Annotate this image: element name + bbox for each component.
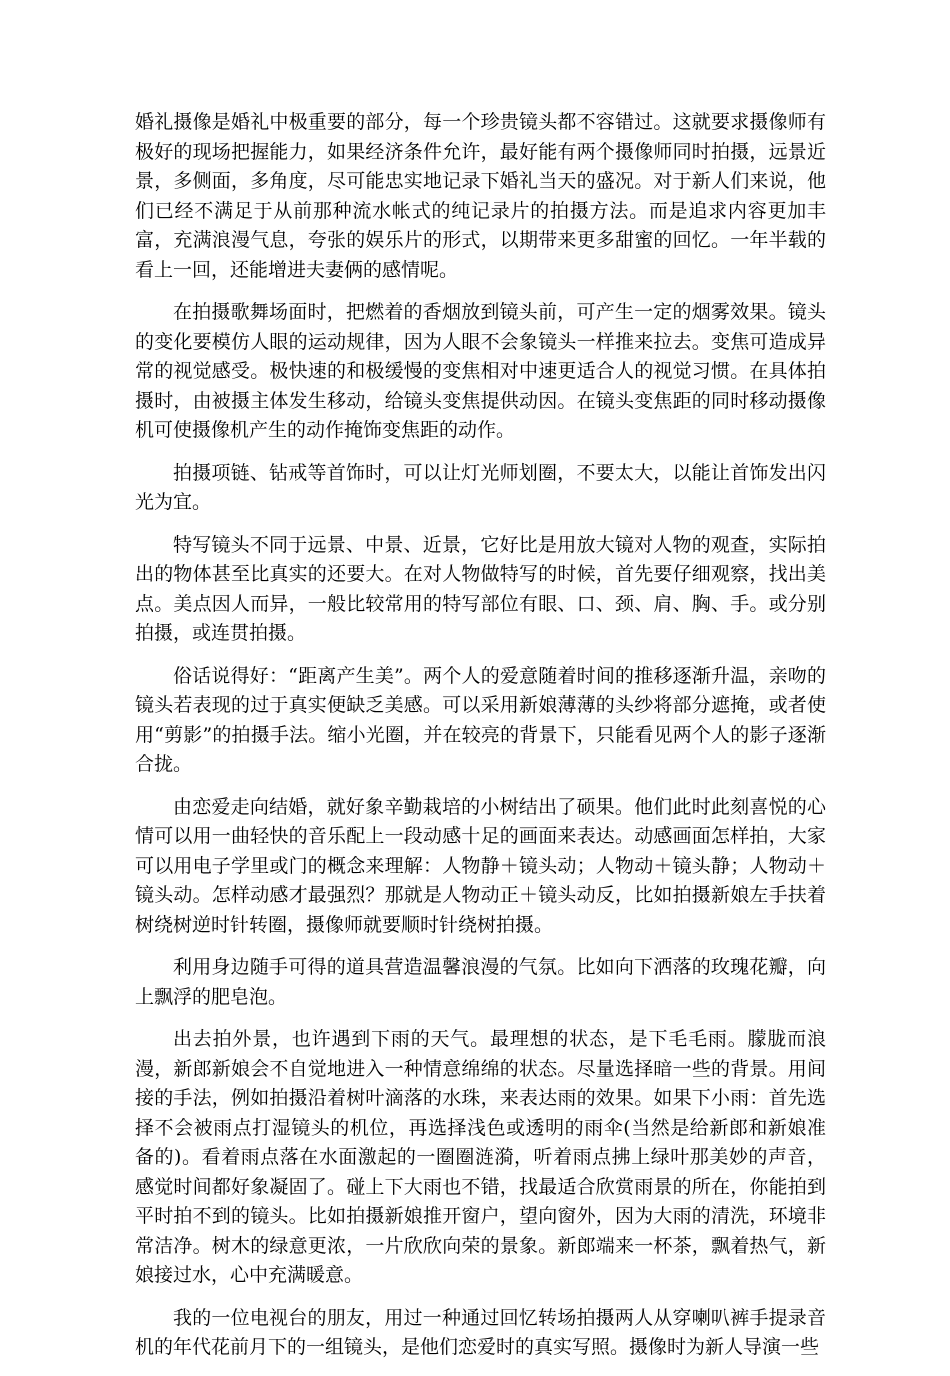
paragraph-rain: 出去拍外景，也许遇到下雨的天气。最理想的状态，是下毛毛雨。朦胧而浪漫，新郎新娘会不自觉地进入一种情意绵绵的状态。尽量选择暗一些的背景。用间接的手法，例如拍摄沿着树叶滴落的水珠，来表达雨的效果。如果下小雨：首先选择不会被雨点打湿镜头的机位，再选择浅色或透明的雨伞(当然是给新郎和新娘准备的)。看着雨点落在水面激起的一圈圈涟漪，听着雨点拂上绿叶那美妙的声音，感觉时间都好象凝固了。碰上下大雨也不错，找最适合欣赏雨景的所在，你能拍到平时拍不到的镜头。比如拍摄新娘推开窗户，望向窗外，因为大雨的清洗，环境非常洁净。树木的绿意更浓，一片欣欣向荣的景象。新郎端来一杯茶，飘着热气，新娘接过水，心中充满暖意。 — [135, 1028, 826, 1286]
paragraph-jewelry: 拍摄项链、钻戒等首饰时，可以让灯光师划圈，不要太大，以能让首饰发出闪光为宜。 — [135, 461, 826, 513]
document-page — [135, 108, 826, 1376]
paragraph-smoke-zoom: 在拍摄歌舞场面时，把燃着的香烟放到镜头前，可产生一定的烟雾效果。镜头的变化要模仿人眼的运动规律，因为人眼不会象镜头一样推来拉去。变焦可造成异常的视觉感受。极快速的和极缓慢的变焦相对中速更适合人的视觉习惯。在具体拍摄时，由被摄主体发生移动，给镜头变焦提供动因。在镜头变焦距的同时移动摄像机可使摄像机产生的动作掩饰变焦距的动作。 — [135, 301, 826, 441]
paragraph-motion: 由恋爱走向结婚，就好象辛勤栽培的小树结出了硕果。他们此时此刻喜悦的心情可以用一曲轻快的音乐配上一段动感十足的画面来表达。动感画面怎样拍，大家可以用电子学里或门的概念来理解：人物静＋镜头动；人物动＋镜头静；人物动＋镜头动。怎样动感才最强烈？那就是人物动正＋镜头动反，比如拍摄新娘左手扶着树绕树逆时针转圈，摄像师就要顺时针绕树拍摄。 — [135, 795, 826, 936]
paragraph-intro: 婚礼摄像是婚礼中极重要的部分，每一个珍贵镜头都不容错过。这就要求摄像师有极好的现场把握能力，如果经济条件允许，最好能有两个摄像师同时拍摄，远景近景，多侧面，多角度，尽可能忠实地记录下婚礼当天的盛况。对于新人们来说，他们已经不满足于从前那种流水帐式的纯记录片的拍摄方法。而是追求内容更加丰富，充满浪漫气息，夸张的娱乐片的形式，以期带来更多甜蜜的回忆。一年半载的看上一回，还能增进夫妻俩的感情呢。 — [135, 111, 826, 281]
paragraph-props: 利用身边随手可得的道具营造温馨浪漫的气氛。比如向下洒落的玫瑰花瓣，向上飘浮的肥皂泡。 — [135, 956, 826, 1008]
paragraph-memory: 我的一位电视台的朋友，用过一种通过回忆转场拍摄两人从穿喇叭裤手提录音机的年代花前月下的一组镜头，是他们恋爱时的真实写照。摄像时为新人导演一些 — [135, 1306, 826, 1358]
paragraph-silhouette: 俗话说得好：“距离产生美”。两个人的爱意随着时间的推移逐渐升温，亲吻的镜头若表现的过于真实便缺乏美感。可以采用新娘薄薄的头纱将部分遮掩，或者使用“剪影”的拍摄手法。缩小光圈，并在较亮的背景下，只能看见两个人的影子逐渐合拢。 — [135, 664, 826, 775]
paragraph-closeup: 特写镜头不同于远景、中景、近景，它好比是用放大镜对人物的观查，实际拍出的物体甚至比真实的还要大。在对人物做特写的时候，首先要仔细观察，找出美点。美点因人而异，一般比较常用的特写部位有眼、口、颈、肩、胸、手。或分别拍摄，或连贯拍摄。 — [135, 533, 826, 644]
